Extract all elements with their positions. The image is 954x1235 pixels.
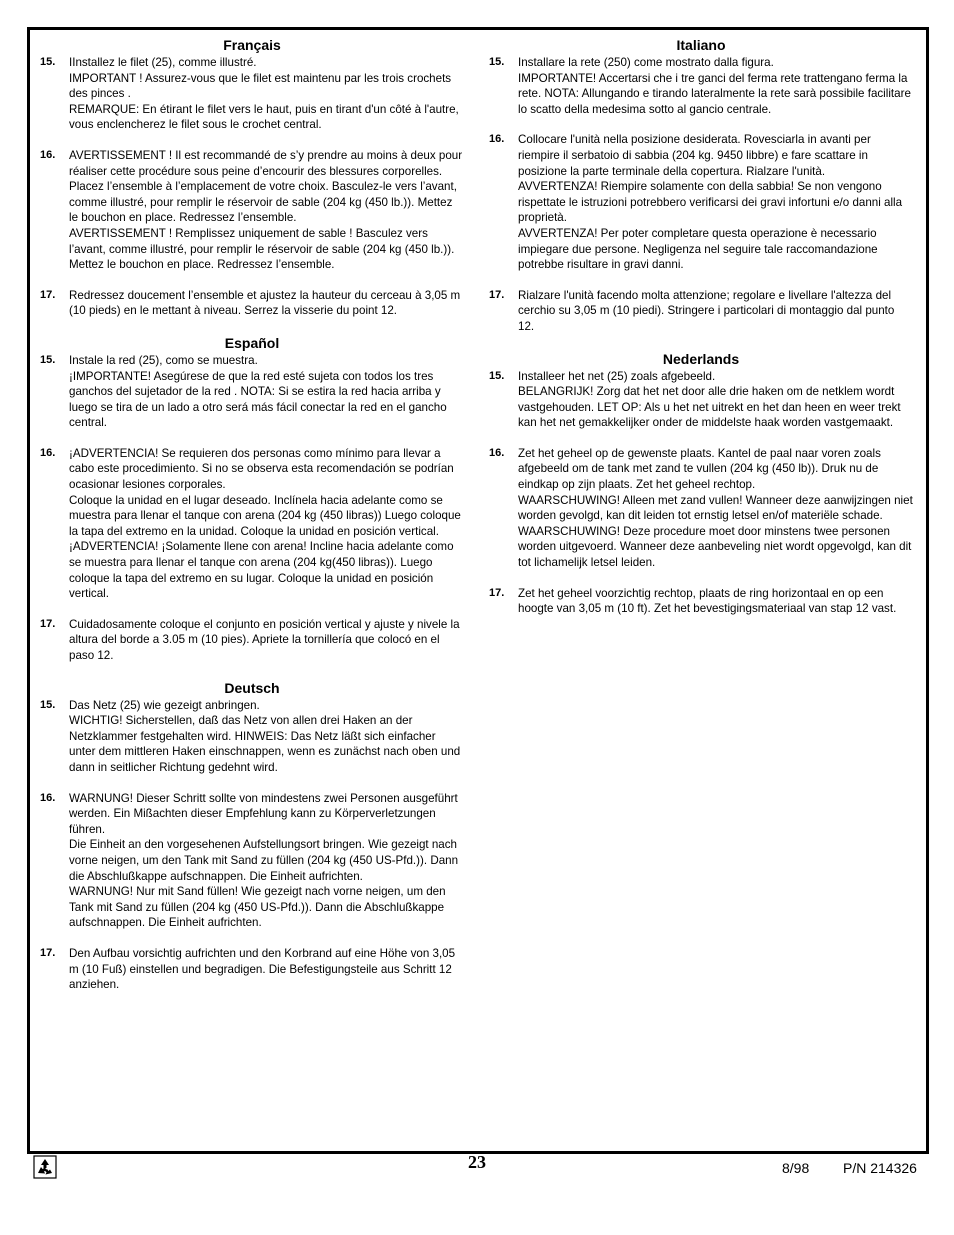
- step-text: Rialzare l'unità facendo molta attenzione; regolare e livellare l'altezza del cerchio su 3,05 m (10 piedi). Stringere i particolari di montaggio dal punto 12.: [518, 288, 895, 333]
- step-15: [40, 353, 464, 431]
- step-number: 17.: [40, 946, 56, 959]
- step-15: [40, 55, 464, 133]
- step-number: 16.: [40, 791, 56, 804]
- step-17: [40, 288, 464, 319]
- step-number: 17.: [40, 617, 56, 630]
- step-number: 15.: [489, 56, 505, 68]
- step-15: [489, 55, 913, 117]
- step-text: ¡ADVERTENCIA! Se requieren dos personas como mínimo para llevar a cabo este procedimiento. Si no se observa esta recomendación se podrían ocasionar lesiones corporales. Coloque la unidad en el lugar deseado. Inclínela hacia adelante como se muestra para llenar el tanque con arena (204 kg (450 libras)) Luego coloque la tapa del extremo en la unidad. Coloque la unidad en posición vertical. ¡ADVERTENCIA! ¡Solamente llene con arena! Incline hacia adelante como se muestra para llenar el tanque con arena (204 kg(450 libras)). Luego coloque la tapa del extremo en su lugar. Coloque la unidad en posición vertical.: [69, 446, 461, 601]
- section-heading: Italiano: [676, 37, 726, 53]
- section-espanol: [40, 334, 464, 664]
- step-17: [40, 946, 464, 993]
- right-column: [489, 36, 913, 632]
- section-italiano: [489, 36, 913, 335]
- step-text: Instale la red (25), como se muestra. ¡IMPORTANTE! Asegúrese de que la red esté sujeta con todos los tres ganchos del sujetador de la red . NOTA: Si se estira la red hacia arriba y luego se tira de un lado a otro será más fácil conectar la red en el gancho central.: [69, 353, 447, 430]
- step-17: [489, 288, 913, 335]
- section-heading: Español: [224, 334, 280, 351]
- step-text: Installare la rete (250) come mostrato dalla figura. IMPORTANTE! Accertarsi che i tre ganci del ferma rete trattengano ferma la rete. NOTA: Allungando e tirando lateralmente la rete sarà possibile facilitare lo scatto della medesima sotto al gancio centrale.: [518, 56, 911, 116]
- step-number: 16.: [40, 446, 56, 459]
- page-number: 23: [468, 1152, 486, 1172]
- step-number: 17.: [489, 586, 505, 599]
- step-text: Das Netz (25) wie gezeigt anbringen. WICHTIG! Sicherstellen, daß das Netz von allen drei Haken an der Netzklammer festgehalten wird. HINWEIS: Das Netz läßt sich einfacher unter dem mittleren Haken einschnappen, wenn es zunächst nach oben und dann in seitlicher Richtung gedehnt wird.: [69, 698, 461, 774]
- step-15: [489, 369, 913, 431]
- section-heading: Deutsch: [224, 679, 280, 696]
- step-text: Cuidadosamente coloque el conjunto en posición vertical y ajuste y nivele la altura del borde a 3.05 m (10 pies). Apriete la tornillería que colocó en el paso 12.: [69, 617, 460, 662]
- step-number: 15.: [489, 369, 505, 382]
- step-text: AVERTISSEMENT ! Il est recommandé de s’y prendre au moins à deux pour réaliser cette procédure sous peine d’encourir des blessures corporelles. Placez l’ensemble à l’emplacement de votre choix. Basculez-le vers l’avant, comme illustré, pour remplir le réservoir de sable (204 kg (450 lb.)). Mettez le bouchon en place. Redressez l’ensemble. AVERTISSEMENT ! Remplissez uniquement de sable ! Basculez vers l’avant, comme illustré, pour remplir le réservoir de sable (204 kg (450 lb.)). Mettez le bouchon en place. Redressez l’ensemble.: [69, 148, 463, 272]
- step-text: IInstallez le filet (25), comme illustré. IMPORTANT ! Assurez-vous que le filet est maintenu par les trois crochets des pinces . REMARQUE: En étirant le filet vers le haut, puis en tirant d'un côté à l'autre, vous enclencherez le filet sous le crochet central.: [69, 56, 459, 132]
- step-17: [489, 586, 913, 617]
- step-number: 17.: [40, 288, 56, 301]
- step-16: [489, 132, 913, 272]
- left-column: [40, 36, 464, 1008]
- step-text: Den Aufbau vorsichtig aufrichten und den Korbrand auf eine Höhe von 3,05 m (10 Fuß) einstellen und begradigen. Die Befestigungsteile aus Schritt 12 anziehen.: [69, 946, 456, 992]
- section-heading: Français: [223, 37, 281, 53]
- step-text: WARNUNG! Dieser Schritt sollte von mindestens zwei Personen ausgeführt werden. Ein Mißachten dieser Empfehlung kann zu Körperverletzungen führen. Die Einheit an den vorgesehenen Aufstellungsort bringen. Wie gezeigt nach vorne neigen, um den Tank mit Sand zu füllen (204 kg (450 US-Pfd.)). Dann die Abschlußkappe aufschnappen. Die Einheit aufrichten. WARNUNG! Nur mit Sand füllen! Wie gezeigt nach vorne neigen, um den Tank mit Sand zu füllen (204 kg (450 US-Pfd.)). Dann die Abschlußkappe aufschnappen. Die Einheit aufrichten.: [69, 791, 459, 930]
- step-16: [489, 446, 913, 571]
- step-16: [40, 148, 464, 273]
- step-number: 16.: [489, 133, 505, 146]
- step-15: [40, 698, 464, 776]
- step-16: [40, 791, 464, 931]
- step-number: 15.: [40, 353, 56, 366]
- step-text: Redressez doucement l’ensemble et ajustez la hauteur du cerceau à 3,05 m (10 pieds) en le mettant à niveau. Serrez la visserie du point 12.: [69, 288, 461, 318]
- step-number: 15.: [40, 56, 56, 68]
- part-number: P/N 214326: [843, 1160, 917, 1176]
- step-17: [40, 617, 464, 664]
- section-francais: [40, 36, 464, 319]
- section-deutsch: [40, 679, 464, 993]
- step-text: Collocare l'unità nella posizione desiderata. Rovesciarla in avanti per riempire il serbatoio di sabbia (204 kg. 9450 libbre) e fare scattare in posizione la parte terminale della copertura. Rialzare l'unità. AVVERTENZA! Riempire solamente con della sabbia! Se non vengono rispettate le istruzioni potrebbero verificarsi dei gravi infortuni e/o danni alla proprietà. AVVERTENZA! Per poter completare questa operazione è necessario impiegare due persone. Negligenza nel seguire tale raccomandazione potrebbe risultare in gravi danni.: [518, 133, 903, 272]
- step-number: 16.: [40, 148, 56, 161]
- step-number: 17.: [489, 288, 505, 301]
- step-number: 16.: [489, 446, 505, 459]
- step-number: 15.: [40, 698, 56, 711]
- section-heading: Nederlands: [662, 350, 740, 367]
- step-text: Zet het geheel op de gewenste plaats. Kantel de paal naar voren zoals afgebeeld om de tank met zand te vullen (204 kg (450 lb)). Druk nu de eindkap op zijn plaats. Zet het geheel rechtop. WAARSCHUWING! Alleen met zand vullen! Wanneer deze aanwijzingen niet worden gevolgd, kan dit leiden tot ernstig letsel en/of materiële schade. WAARSCHUWING! Deze procedure moet door minstens twee personen worden uitgevoerd. Wanneer deze aanbeveling niet wordt opgevolgd, kan dit tot lichamelijk letsel leiden.: [518, 446, 913, 570]
- step-16: [40, 446, 464, 602]
- step-text: Zet het geheel voorzichtig rechtop, plaats de ring horizontaal en op een hoogte van 3,05 m (10 ft). Zet het bevestigingsmateriaal van stap 12 vast.: [518, 586, 897, 616]
- step-text: Installeer het net (25) zoals afgebeeld. BELANGRIJK! Zorg dat het net door alle drie haken om de netklem wordt vastgehouden. LET OP: Als u het net uitrekt en het dan heen en weer trekt kan het net gemakkelijker onder de middelste haak worden vastgemaakt.: [518, 369, 901, 430]
- footer-date: 8/98: [782, 1160, 810, 1176]
- section-nederlands: [489, 350, 913, 617]
